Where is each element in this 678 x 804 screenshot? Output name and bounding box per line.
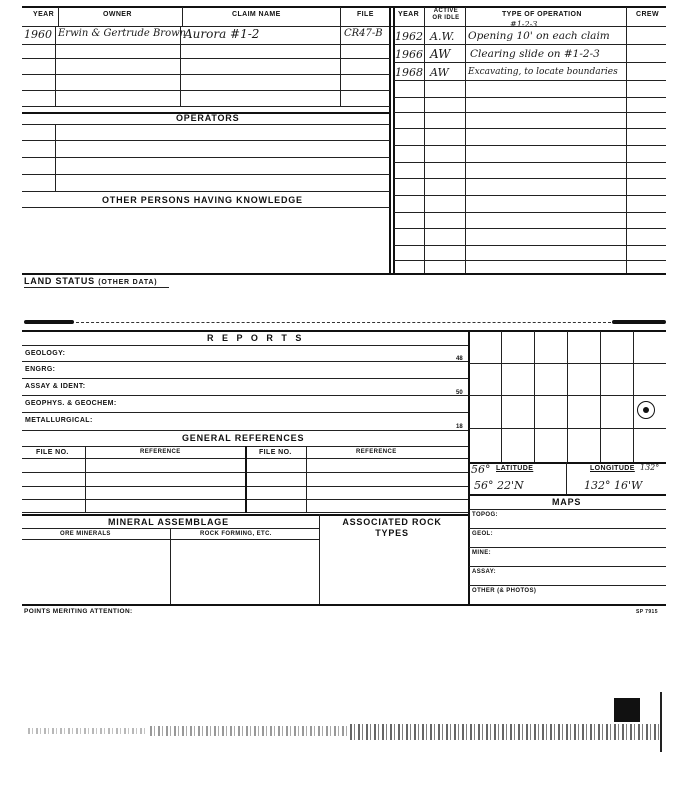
file-number: CR47-B xyxy=(344,28,383,39)
row-line xyxy=(394,80,666,81)
owner-year: 1960 xyxy=(24,28,52,41)
main-divider xyxy=(389,7,391,275)
general-references-title: GENERAL REFERENCES xyxy=(182,433,305,443)
row-line xyxy=(394,178,666,179)
divider xyxy=(182,7,183,27)
row-line xyxy=(394,212,666,213)
ref-reference-2: REFERENCE xyxy=(356,449,397,455)
scan-smear xyxy=(28,728,148,734)
maps-topog: TOPOG: xyxy=(472,512,498,518)
top-border xyxy=(22,6,666,8)
scan-smear xyxy=(350,724,662,740)
maps-geol: GEOL: xyxy=(472,531,493,537)
land-status-label: LAND STATUS xyxy=(24,276,95,286)
active-idle-header: ACTIVE OR IDLE xyxy=(432,8,460,21)
op-status-3: AW xyxy=(430,66,449,79)
row-line xyxy=(22,140,390,141)
divider xyxy=(566,462,567,494)
longitude-label: LONGITUDE xyxy=(590,465,635,472)
row-line xyxy=(22,207,390,208)
row-line xyxy=(22,74,390,75)
row-line xyxy=(22,90,390,91)
row-line xyxy=(394,97,666,98)
owner-name: Erwin & Gertrude Brown xyxy=(58,28,187,39)
crew-header: CREW xyxy=(636,11,659,18)
grid-number-48: 48 xyxy=(456,356,463,362)
row-line xyxy=(22,378,468,379)
latitude-value: 56° 22'N xyxy=(474,479,524,492)
row-line xyxy=(394,228,666,229)
row-line xyxy=(22,345,468,346)
ref-file-no-2: FILE NO. xyxy=(259,449,292,456)
op-status-2: AW xyxy=(430,47,451,61)
section-line xyxy=(469,494,666,496)
op-type-3: Excavating, to locate boundaries xyxy=(468,67,618,77)
row-line xyxy=(22,412,468,413)
reports-title: R E P O R T S xyxy=(207,333,305,343)
section-line xyxy=(22,604,666,606)
geology-label: GEOLOGY: xyxy=(25,350,66,357)
maps-other: OTHER (& PHOTOS) xyxy=(472,588,537,594)
divider xyxy=(424,7,425,275)
year2-header: YEAR xyxy=(398,11,420,18)
divider xyxy=(170,528,171,605)
row-line xyxy=(469,547,666,548)
ref-reference-1: REFERENCE xyxy=(140,449,181,455)
land-status-sub: (OTHER DATA) xyxy=(98,279,158,286)
rock-forming-header: ROCK FORMING, ETC. xyxy=(200,531,272,537)
type-operation-header: TYPE OF OPERATION xyxy=(502,11,582,18)
divider xyxy=(340,7,341,107)
row-line xyxy=(22,106,390,107)
grid-number-18: 18 xyxy=(456,424,463,430)
divider xyxy=(55,124,56,192)
row-line xyxy=(469,585,666,586)
op-year-2: 1966 xyxy=(395,48,423,61)
op-type-1: Opening 10' on each claim xyxy=(468,30,610,42)
maps-assay: ASSAY: xyxy=(472,569,497,575)
grid-number-50: 50 xyxy=(456,390,463,396)
op-year-3: 1968 xyxy=(395,66,423,79)
claim-name-header: CLAIM NAME xyxy=(232,11,281,18)
associated-rock-types-title: ASSOCIATED ROCK TYPES xyxy=(342,517,442,538)
scan-mark xyxy=(24,320,74,324)
row-line xyxy=(394,62,666,63)
engrg-label: ENGRG: xyxy=(25,366,56,373)
section-grid xyxy=(469,331,666,462)
lat-prefix: 56° xyxy=(471,463,491,476)
row-line xyxy=(394,162,666,163)
row-line xyxy=(394,112,666,113)
op-year-1: 1962 xyxy=(395,30,423,43)
assay-label: ASSAY & IDENT: xyxy=(25,383,86,390)
row-line xyxy=(394,260,666,261)
form-number: SP 7915 xyxy=(636,609,658,615)
section-line xyxy=(22,273,666,275)
row-line xyxy=(22,174,390,175)
divider xyxy=(319,514,320,605)
row-line xyxy=(22,361,468,362)
row-line xyxy=(394,145,666,146)
scan-smear xyxy=(150,726,350,736)
divider xyxy=(58,7,59,27)
row-line xyxy=(22,430,468,431)
divider xyxy=(245,446,247,513)
op-type-2: Clearing slide on #1-2-3 xyxy=(470,48,600,60)
geophys-label: GEOPHYS. & GEOCHEM: xyxy=(25,400,117,407)
row-line xyxy=(22,44,390,45)
file-header: FILE xyxy=(357,11,374,18)
metallurgical-label: METALLURGICAL: xyxy=(25,417,93,424)
row-line xyxy=(469,509,666,510)
divider xyxy=(85,446,86,513)
land-status-title xyxy=(24,276,157,286)
mineral-assemblage-title: MINERAL ASSEMBLAGE xyxy=(108,517,229,527)
operation-header-note: #1-2-3 xyxy=(510,20,538,29)
location-target-icon xyxy=(637,401,655,419)
section-line xyxy=(469,462,666,464)
scan-block xyxy=(614,698,640,722)
row-line xyxy=(469,528,666,529)
maps-mine: MINE: xyxy=(472,550,491,556)
other-persons-title: OTHER PERSONS HAVING KNOWLEDGE xyxy=(102,195,303,205)
row-line xyxy=(22,124,390,125)
scan-edge xyxy=(660,692,662,752)
underline xyxy=(24,287,169,288)
longitude-value: 132° 16'W xyxy=(584,479,643,492)
row-line xyxy=(394,128,666,129)
divider xyxy=(55,26,56,106)
row-line xyxy=(394,195,666,196)
claim-name: Aurora #1-2 xyxy=(184,27,260,41)
header-bottom-line xyxy=(22,26,666,27)
divider xyxy=(626,7,627,275)
row-line xyxy=(394,245,666,246)
owner-header: OWNER xyxy=(103,11,132,18)
lon-suffix: 132° xyxy=(640,463,660,472)
year-header: YEAR xyxy=(33,11,55,18)
dashed-divider xyxy=(76,322,611,323)
row-line xyxy=(22,191,390,192)
operators-title: OPERATORS xyxy=(176,113,240,123)
row-line xyxy=(22,157,390,158)
row-line xyxy=(394,44,666,45)
row-line xyxy=(22,395,468,396)
divider xyxy=(465,7,466,275)
ore-minerals-header: ORE MINERALS xyxy=(60,531,111,537)
ref-file-no-1: FILE NO. xyxy=(36,449,69,456)
section-line xyxy=(22,514,468,516)
row-line xyxy=(22,58,390,59)
row-line xyxy=(469,566,666,567)
latitude-label: LATITUDE xyxy=(496,465,534,472)
divider xyxy=(306,446,307,513)
scan-mark xyxy=(612,320,666,324)
points-meriting-attention: POINTS MERITING ATTENTION: xyxy=(24,608,133,615)
maps-title: MAPS xyxy=(552,497,582,507)
op-status-1: A.W. xyxy=(430,30,455,43)
